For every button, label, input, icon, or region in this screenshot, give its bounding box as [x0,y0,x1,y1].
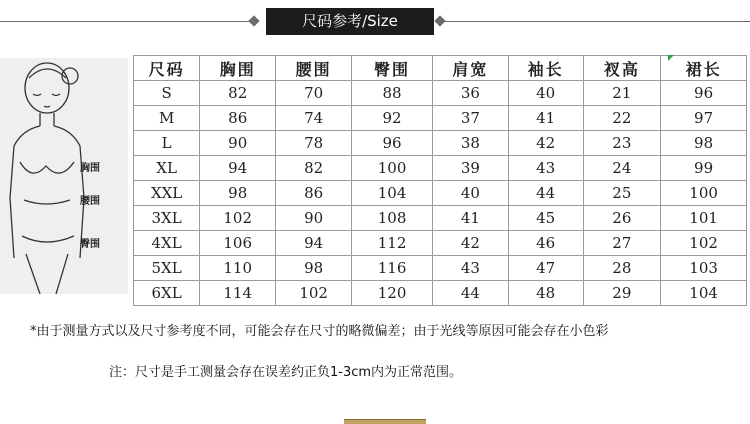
measurement-cell: 42 [508,131,583,156]
measurement-cell: 29 [583,281,661,306]
measurement-cell: 102 [276,281,352,306]
table-row [134,181,747,206]
table-row [134,231,747,256]
measurement-cell: 48 [508,281,583,306]
measurement-cell: 86 [200,106,276,131]
size-label-cell: 5XL [134,256,200,281]
column-header: 裙长 [661,56,747,81]
bottom-divider [344,419,426,424]
figure-label-hip: 臀围 [80,239,100,250]
measurement-cell: 103 [661,256,747,281]
measurement-cell: 43 [508,156,583,181]
measurement-cell: 47 [508,256,583,281]
measurement-cell: 112 [352,231,433,256]
measurement-cell: 97 [661,106,747,131]
measurement-cell: 45 [508,206,583,231]
size-label-cell: 4XL [134,231,200,256]
measurement-cell: 96 [352,131,433,156]
size-label-cell: XXL [134,181,200,206]
table-row [134,281,747,306]
measurement-cell: 120 [352,281,433,306]
measurement-cell: 101 [661,206,747,231]
measurement-cell: 39 [432,156,508,181]
measurement-cell: 98 [200,181,276,206]
body-sketch-icon [0,58,128,294]
measurement-cell: 46 [508,231,583,256]
measurement-cell: 100 [352,156,433,181]
measurement-cell: 44 [508,181,583,206]
measurement-cell: 94 [276,231,352,256]
size-label-cell: L [134,131,200,156]
measurement-cell: 116 [352,256,433,281]
measurement-cell: 41 [432,206,508,231]
measurement-cell: 86 [276,181,352,206]
measurement-cell: 44 [432,281,508,306]
measurement-cell: 96 [661,81,747,106]
header-rule-right [440,21,750,22]
measurement-cell: 27 [583,231,661,256]
measurement-cell: 90 [200,131,276,156]
measurement-cell: 104 [352,181,433,206]
figure-label-bust: 胸围 [80,163,100,174]
measurement-cell: 74 [276,106,352,131]
measurement-cell: 82 [200,81,276,106]
measurement-cell: 104 [661,281,747,306]
column-header: 肩宽 [432,56,508,81]
measurement-cell: 23 [583,131,661,156]
header-diamond-left [248,15,259,26]
header-rule-left [0,21,255,22]
disclaimer-note: *由于测量方式以及尺寸参考度不同，可能会存在尺寸的略微偏差；由于光线等原因可能会存在小色彩 [30,324,609,339]
measurement-cell: 90 [276,206,352,231]
page-title: 尺码参考/Size reference [266,8,434,35]
size-label-cell: XL [134,156,200,181]
measurement-cell: 102 [661,231,747,256]
size-table [133,55,747,306]
table-row [134,156,747,181]
column-header: 胸围 [200,56,276,81]
measurement-cell: 25 [583,181,661,206]
size-label-cell: 6XL [134,281,200,306]
measurement-cell: 21 [583,81,661,106]
measurement-cell: 88 [352,81,433,106]
measurement-cell: 99 [661,156,747,181]
column-header: 袖长 [508,56,583,81]
size-label-cell: M [134,106,200,131]
column-header: 腰围 [276,56,352,81]
measurement-cell: 43 [432,256,508,281]
measurement-cell: 108 [352,206,433,231]
measurement-cell: 42 [432,231,508,256]
column-header: 衩高 [583,56,661,81]
measurement-cell: 98 [661,131,747,156]
measurement-cell: 82 [276,156,352,181]
measurement-cell: 106 [200,231,276,256]
cell-comment-marker-icon [668,55,674,61]
tolerance-note: 注：尺寸是手工测量会存在误差约正负1-3cm内为正常范围。 [109,365,463,380]
table-header-row [134,56,747,81]
measurement-cell: 40 [508,81,583,106]
table-row [134,256,747,281]
figure-label-waist: 腰围 [80,196,100,207]
measurement-cell: 114 [200,281,276,306]
measurement-cell: 26 [583,206,661,231]
measurement-cell: 24 [583,156,661,181]
measurement-cell: 78 [276,131,352,156]
measurement-cell: 98 [276,256,352,281]
measurement-cell: 102 [200,206,276,231]
table-row [134,131,747,156]
measurement-cell: 36 [432,81,508,106]
measurement-cell: 40 [432,181,508,206]
measurement-cell: 38 [432,131,508,156]
column-header: 臀围 [352,56,433,81]
measurement-cell: 22 [583,106,661,131]
measurement-cell: 28 [583,256,661,281]
measurement-cell: 100 [661,181,747,206]
table-row [134,206,747,231]
measurement-cell: 37 [432,106,508,131]
measurement-cell: 110 [200,256,276,281]
table-row [134,81,747,106]
size-label-cell: S [134,81,200,106]
measurement-cell: 92 [352,106,433,131]
measurement-cell: 70 [276,81,352,106]
size-label-cell: 3XL [134,206,200,231]
table-row [134,106,747,131]
measurement-cell: 41 [508,106,583,131]
body-measurement-figure [0,58,128,294]
column-header: 尺码 [134,56,200,81]
measurement-cell: 94 [200,156,276,181]
